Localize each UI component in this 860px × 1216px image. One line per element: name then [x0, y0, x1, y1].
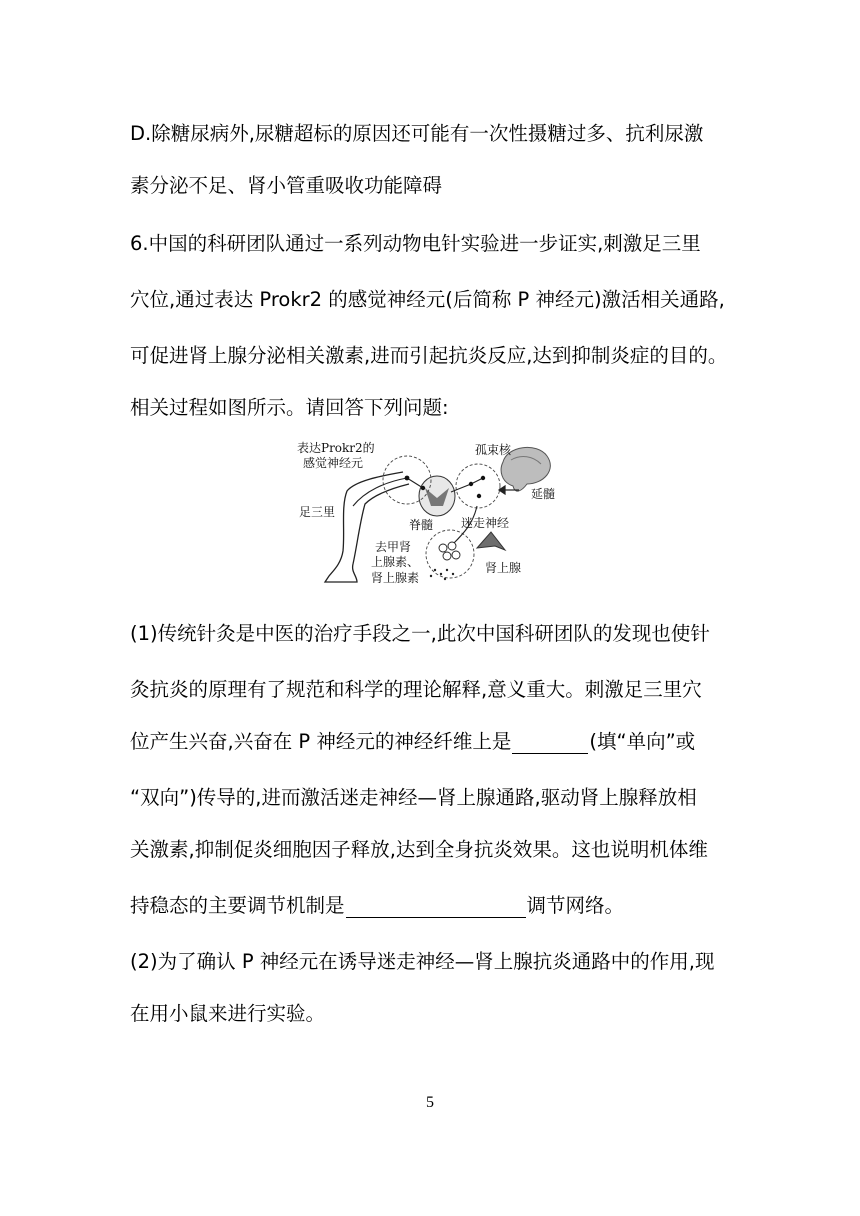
- spinal-to-nucleus-path: [451, 478, 483, 492]
- text-line: 可促进肾上腺分泌相关激素,进而引起抗炎反应,达到抑制炎症的目的。: [130, 344, 728, 367]
- label-hormone-2: 上腺素、: [371, 555, 420, 569]
- label-vagus-nerve: 迷走神经: [461, 516, 510, 530]
- adrenal-gland-drawing: [477, 532, 505, 550]
- text-line: “双向”)传导的,进而激活迷走神经—肾上腺通路,驱动肾上腺释放相: [130, 786, 697, 809]
- q1-line: (1)传统针灸是中医的治疗手段之一,此次中国科研团队的发现也使针: [130, 622, 710, 645]
- vesicles: [439, 542, 460, 560]
- text-segment: 持稳态的主要调节机制是: [130, 894, 345, 917]
- label-nucleus: 孤束核: [475, 443, 512, 457]
- label-hormone-3: 肾上腺素: [371, 571, 420, 585]
- text-line: 穴位,通过表达 Prokr2 的感觉神经元(后简称 P 神经元)激活相关通路,: [130, 288, 725, 311]
- text-segment: 调节网络。: [526, 894, 625, 917]
- neural-pathway-figure: [285, 436, 575, 588]
- label-adrenal: 肾上腺: [485, 561, 522, 575]
- text-segment: (填“单向”或: [589, 730, 696, 753]
- fill-line: [130, 894, 770, 918]
- text-line: D.除糖尿病外,尿糖超标的原因还可能有一次性摄糖过多、抗利尿激: [130, 122, 704, 145]
- nucleus-circle: [456, 464, 500, 508]
- text-line: 相关过程如图所示。请回答下列问题:: [130, 396, 449, 419]
- sensory-nerve-path: [353, 478, 423, 506]
- label-hormone-1: 去甲肾: [375, 540, 412, 554]
- label-medulla: 延髓: [531, 487, 556, 501]
- q2-line: (2)为了确认 P 神经元在诱导迷走神经—肾上腺抗炎通路中的作用,现: [130, 950, 715, 973]
- text-segment: 位产生兴奋,兴奋在 P 神经元的神经纤维上是: [130, 730, 512, 753]
- fill-line: [130, 730, 770, 754]
- answer-blank-network[interactable]: [346, 897, 526, 918]
- label-sensory-neuron-2: 感觉神经元: [303, 456, 364, 470]
- label-sensory-neuron-1: 表达Prokr2的: [297, 441, 375, 455]
- text-line: 在用小鼠来进行实验。: [130, 1002, 326, 1025]
- text-line: 灸抗炎的原理有了规范和科学的理论解释,意义重大。刺激足三里穴: [130, 678, 702, 701]
- page-number: 5: [426, 1094, 434, 1111]
- question-6-line: 6.中国的科研团队通过一系列动物电针实验进一步证实,刺激足三里: [130, 232, 701, 255]
- label-zusanli: 足三里: [299, 505, 336, 519]
- text-line: 关激素,抑制促炎细胞因子释放,达到全身抗炎效果。这也说明机体维: [130, 838, 708, 861]
- text-line: 素分泌不足、肾小管重吸收功能障碍: [130, 174, 443, 197]
- answer-blank-direction[interactable]: [512, 733, 588, 754]
- label-spinal-cord: 脊髓: [409, 518, 434, 532]
